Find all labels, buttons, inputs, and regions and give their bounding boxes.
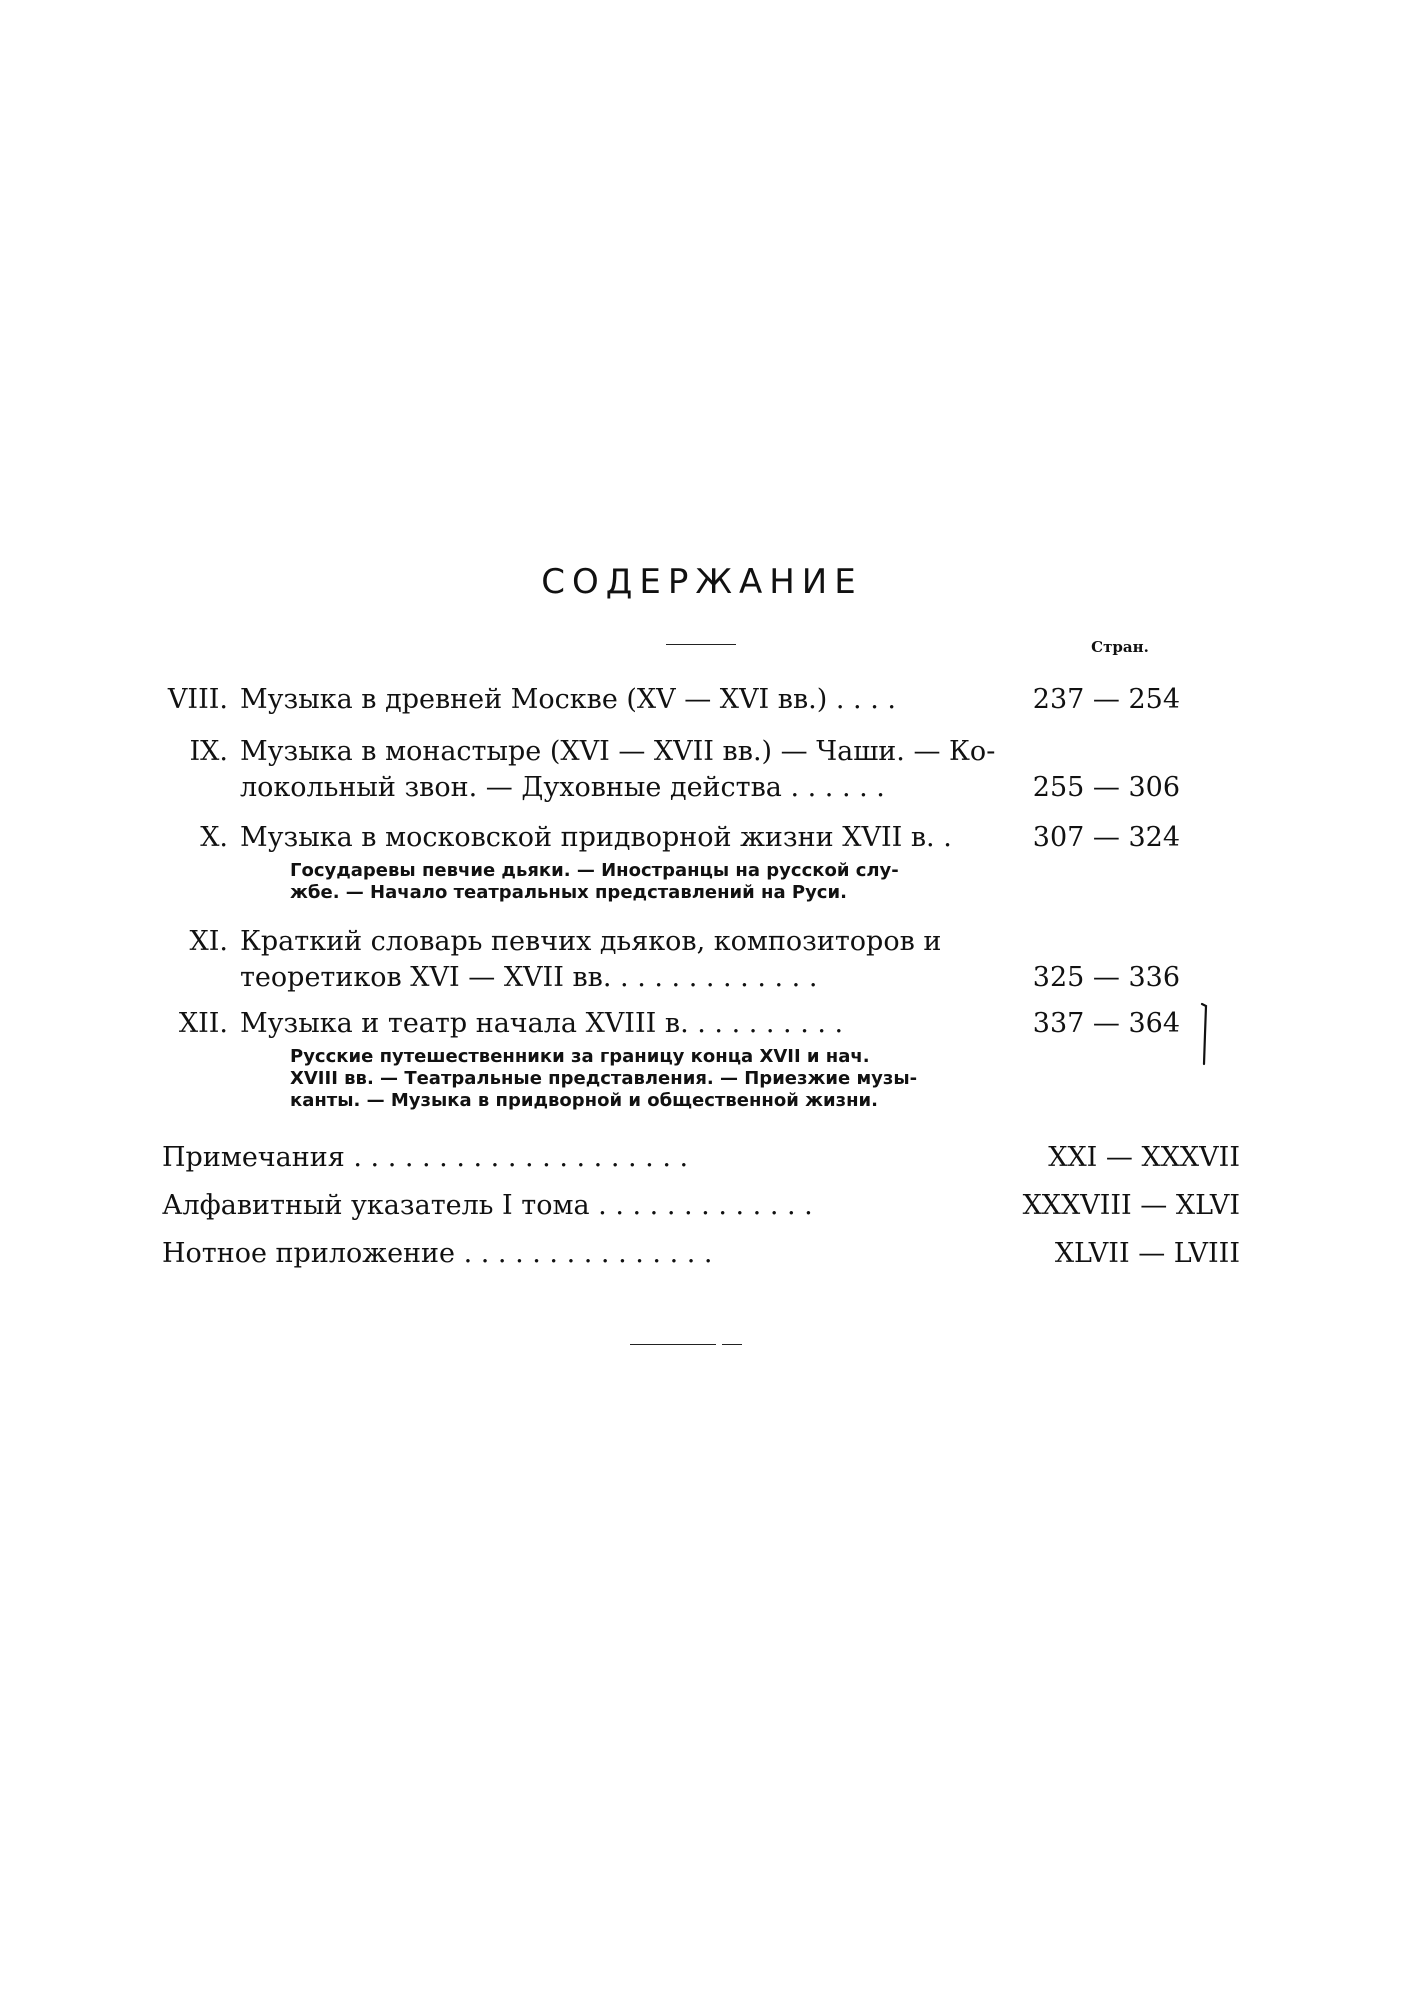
appendix-notes-label: Примечания . . . . . . . . . . . . . . . . . . . . [162, 1142, 689, 1173]
chapter-title-line: Краткий словарь певчих дьяков, композиторов и [240, 926, 942, 957]
page-title: СОДЕРЖАНИЕ [541, 562, 863, 602]
appendix-music-pages: XLVII — LVIII [1054, 1238, 1240, 1269]
closing-rule [630, 1344, 716, 1345]
chapter-subtitle-line: Русские путешественники за границу конца XVII и нач. [290, 1046, 870, 1067]
chapter-title-line: теоретиков XVI — XVII вв. . . . . . . . . . . . . [240, 962, 818, 993]
chapter-pages: 255 — 306 [1032, 772, 1180, 803]
chapter-pages: 307 — 324 [1032, 822, 1180, 853]
chapter-number: X. [200, 822, 228, 853]
title-rule [666, 644, 736, 645]
chapter-title-line: Музыка в древней Москве (XV — XVI вв.) . . . . [240, 684, 896, 715]
chapter-number: XII. [178, 1008, 228, 1039]
chapter-subtitle-line: канты. — Музыка в придворной и общественной жизни. [290, 1090, 878, 1111]
chapter-subtitle-line: жбе. — Начало театральных представлений на Руси. [290, 882, 847, 903]
appendix-index-label: Алфавитный указатель I тома . . . . . . . . . . . . . [162, 1190, 813, 1221]
chapter-pages: 337 — 364 [1032, 1008, 1180, 1039]
appendix-index-pages: XXXVIII — XLVI [1022, 1190, 1240, 1221]
chapter-number: XI. [189, 926, 228, 957]
chapter-pages: 325 — 336 [1032, 962, 1180, 993]
chapter-title-line: Музыка в монастыре (XVI — XVII вв.) — Чаши. — Ко- [240, 736, 996, 767]
chapter-number: IX. [189, 736, 228, 767]
chapter-title-line: Музыка и театр начала XVIII в. . . . . . . . . . [240, 1008, 844, 1039]
page-column-label: Стран. [1091, 638, 1149, 656]
chapter-title-line: Музыка в московской придворной жизни XVII в. . [240, 822, 952, 853]
closing-rule-segment [722, 1344, 742, 1345]
chapter-number: VIII. [167, 684, 228, 715]
chapter-subtitle-line: Государевы певчие дьяки. — Иностранцы на русской слу- [290, 860, 899, 881]
appendix-notes-pages: XXI — XXXVII [1048, 1142, 1240, 1173]
chapter-title-line: локольный звон. — Духовные действа . . . . . . [240, 772, 885, 803]
handwritten-bracket-mark [1200, 1002, 1210, 1066]
appendix-music-label: Нотное приложение . . . . . . . . . . . . . . . [162, 1238, 713, 1269]
chapter-subtitle-line: XVIII вв. — Театральные представления. — Приезжие музы- [290, 1068, 918, 1089]
chapter-pages: 237 — 254 [1032, 684, 1180, 715]
